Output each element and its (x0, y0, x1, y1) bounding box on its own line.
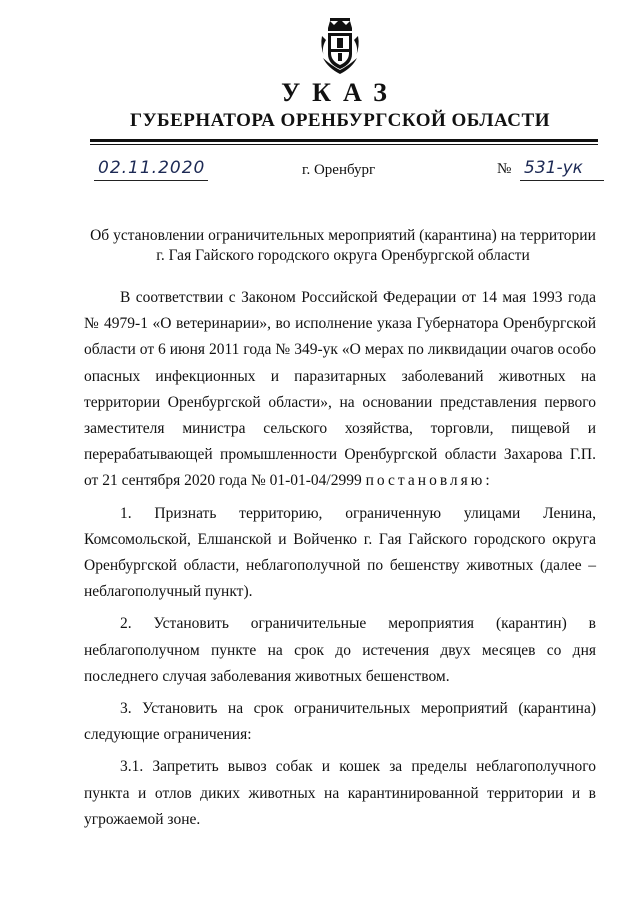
resolution-keyword: постановляю: (365, 472, 493, 490)
clause-3: 3. Установить на срок ограничительных мероприятий (карантина) следующие ограничения: (84, 700, 596, 744)
decree-date: 02.11.2020 (94, 158, 208, 181)
decree-number-label: № (497, 161, 512, 177)
decree-body (84, 285, 596, 833)
decree-city: г. Оренбург (302, 162, 376, 178)
document-subtitle: ГУБЕРНАТОРА ОРЕНБУРГСКОЙ ОБЛАСТИ (130, 110, 550, 131)
header-rule-thin (90, 144, 598, 145)
preamble-paragraph (84, 285, 596, 495)
header-rule-thick (90, 139, 598, 142)
document-title: УКАЗ (281, 78, 399, 107)
preamble-text: В соответствии с Законом Российской Федерации от 14 мая 1993 года № 4979-1 «О ветеринарии», во исполнение указа Губернатора Оренбургской области от 6 июня 2011 года № 349-ук «О мерах по ликвидации очагов особо опасных инфекционных и паразитарных заболеваний животных на территории Оренбургской области», на основании представления первого заместителя министра сельского хозяйства, торговли, пищевой и перерабатывающей промышленности Оренбургской области Захарова Г.П. от 21 сентября 2020 года № 01-01-04/2999 (84, 289, 596, 490)
decree-meta (0, 158, 640, 188)
heading-line-2: г. Гая Гайского городского округа Оренбургской области (156, 247, 530, 264)
decree-heading (80, 226, 606, 266)
clause-3-1: 3.1. Запретить вывоз собак и кошек за пределы неблагополучного пункта и отлов диких животных на карантинированной территории и в угрожаемой зоне. (84, 758, 596, 828)
clause-1: 1. Признать территорию, ограниченную улицами Ленина, Комсомольской, Елшанской и Войченко г. Гая Гайского городского округа Оренбургской области, неблагополучной по бешенству животных (далее – неблагополучный пункт). (84, 504, 596, 601)
decree-number: 531-ук (520, 158, 604, 181)
heading-line-1: Об установлении ограничительных мероприятий (карантина) на территории (90, 227, 596, 244)
clause-2: 2. Установить ограничительные мероприятия (карантин) в неблагополучном пункте на срок до истечения двух месяцев со дня последнего случая заболевания животных бешенством. (84, 615, 596, 685)
orenburg-coat-of-arms-icon (318, 16, 362, 76)
